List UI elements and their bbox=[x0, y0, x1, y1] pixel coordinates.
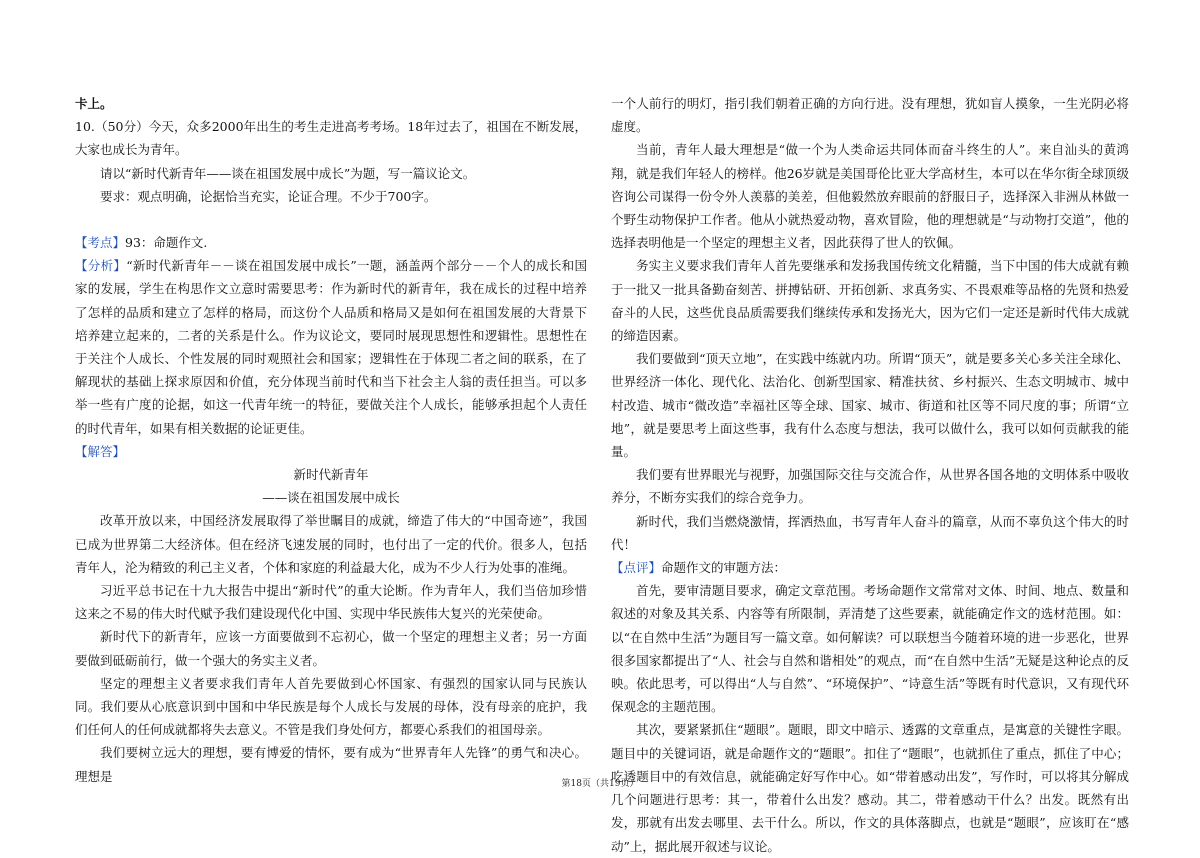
spacer bbox=[75, 208, 587, 231]
right-column bbox=[611, 92, 1129, 858]
essay-paragraph: 我们要有世界眼光与视野，加强国际交往与交流合作，从世界各国各地的文明体系中吸收养分，不断夯实我们的综合竞争力。 bbox=[611, 467, 1129, 506]
kaodian-text: 93：命题作文. bbox=[125, 235, 208, 251]
fenxi-section bbox=[75, 254, 587, 440]
fenxi-text: “新时代新青年－－谈在祖国发展中成长”一题，涵盖两个部分－－个人的成长和国家的发展，学生在构思作文立意时需要思考：作为新时代的新青年，我在成长的过程中培养了怎样的品质和建立了怎样的格局，而这份个人品质和格局又是如何在祖国发展的大背景下培养建立起来的，二者的关系是什么。作为议论文，要同时展现思想性和逻辑性。思想性在于关注个人成长、个性发展的同时观照社会和国家；逻辑性在于体现二者之间的联系，在了解现状的基础上探求原因和价值，充分体现当前时代和当下社会主人翁的责任担当。可以多举一些有广度的论据，如这一代青年统一的特征，要做关注个人成长，能够承担起个人责任的时代青年，如果有相关数据的论证更佳。 bbox=[75, 258, 587, 436]
comment-paragraph: 首先，要审清题目要求，确定文章范围。考场命题作文常常对文体、时间、地点、数量和叙述的对象及其关系、内容等有所限制，弄清楚了这些要素，就能确定作文的选材范围。如：以“在自然中生活”为题目写一篇文章。如何解读？可以联想当今随着环境的进一步恶化，世界很多国家都提出了“人、社会与自然和谐相处”的观点，而“在自然中生活”无疑是这种论点的反映。依此思考，可以得出“人与自然”、“环境保护”、“诗意生活”等既有时代意识，又有现代环保观念的主题范围。 bbox=[611, 583, 1129, 715]
dianping-text: 命题作文的审题方法： bbox=[661, 560, 787, 576]
essay-title: 新时代新青年 bbox=[293, 467, 369, 483]
essay-paragraph: 我们要做到“顶天立地”，在实践中练就内功。所谓“顶天”，就是要多关心多关注全球化、世界经济一体化、现代化、法治化、创新型国家、精准扶贫、乡村振兴、生态文明城市、城中村改造、城市“微改造”幸福社区等全球、国家、城市、街道和社区等不同尺度的事；所谓“立地”，就是要思考上面这些事，我有什么态度与想法，我可以做什么，我可以如何贡献我的能量。 bbox=[611, 351, 1129, 460]
page-number: 第18页（共19页） bbox=[561, 779, 639, 789]
kaodian-tag: 【考点】 bbox=[75, 235, 126, 251]
continued-text: 卡上。 bbox=[75, 96, 113, 111]
left-column bbox=[75, 92, 587, 788]
dianping-tag: 【点评】 bbox=[611, 560, 662, 576]
question-prompt: 请以“新时代新青年——谈在祖国发展中成长”为题，写一篇议论文。 bbox=[100, 165, 476, 181]
essay-paragraph: 改革开放以来，中国经济发展取得了举世瞩目的成就，缔造了伟大的“中国奇迹”，我国已成为世界第二大经济体。但在经济飞速发展的同时，也付出了一定的代价。很多人，包括青年人，沦为精致的利己主义者，个体和家庭的利益最大化，成为不少人行为处事的准绳。 bbox=[75, 513, 587, 575]
comment-paragraph: 其次，要紧紧抓住“题眼”。题眼，即文中暗示、透露的文章重点，是寓意的关键性字眼。题目中的关键词语，就是命题作文的“题眼”。扣住了“题眼”，也就抓住了重点，抓住了中心；吃透题目中的有效信息，就能确定好写作中心。如“带着感动出发”，写作时，可以将其分解成几个问题进行思考：其一，带着什么出发？感动。其二，带着感动干什么？出发。既然有出发，那就有出发去哪里、去干什么。所以，作文的具体落脚点，也就是“题眼”，应该盯在“感动”上，据此展开叙述与议论。 bbox=[611, 722, 1129, 854]
kaodian-section bbox=[75, 231, 587, 254]
fenxi-tag: 【分析】 bbox=[75, 258, 127, 274]
essay-paragraph: 新时代，我们当燃烧激情，挥洒热血，书写青年人奋斗的篇章，从而不辜负这个伟大的时代！ bbox=[611, 513, 1129, 552]
essay-subtitle: ——谈在祖国发展中成长 bbox=[262, 490, 400, 506]
essay-paragraph: 新时代下的新青年，应该一方面要做到不忘初心，做一个坚定的理想主义者；另一方面要做到砥砺前行，做一个强大的务实主义者。 bbox=[75, 629, 587, 668]
jieda-section bbox=[75, 440, 587, 463]
dianping-section bbox=[611, 556, 1129, 579]
question-requirements: 要求：观点明确，论据恰当充实，论证合理。不少于700字。 bbox=[100, 188, 437, 204]
essay-paragraph: 习近平总书记在十九大报告中提出“新时代”的重大论断。作为青年人，我们当倍加珍惜这来之不易的伟大时代赋予我们建设现代化中国、实现中华民族伟大复兴的光荣使命。 bbox=[75, 583, 587, 622]
essay-paragraph: 我们要树立远大的理想，要有博爱的情怀，要有成为“世界青年人先锋”的勇气和决心。理想是 bbox=[75, 745, 587, 784]
essay-paragraph: 坚定的理想主义者要求我们青年人首先要做到心怀国家、有强烈的国家认同与民族认同。我们要从心底意识到中国和中华民族是每个人成长与发展的母体，没有母亲的庇护，我们任何人的任何成就都将失去意义。不管是我们身处何方，都要心系我们的祖国母亲。 bbox=[75, 675, 587, 738]
essay-paragraph: 一个人前行的明灯，指引我们朝着正确的方向行进。没有理想，犹如盲人摸象，一生光阴必将虚度。 bbox=[611, 96, 1129, 135]
essay-paragraph: 当前，青年人最大理想是“做一个为人类命运共同体而奋斗终生的人”。来自汕头的黄鸿翔，就是我们年轻人的榜样。他26岁就是美国哥伦比亚大学高材生，本可以在华尔街全球顶级咨询公司谋得一份令外人羡慕的美差，但他毅然放弃眼前的舒服日子，选择深入非洲从林做一个野生动物保护工作者。他从小就热爱动物，喜欢冒险，他的理想就是“与动物打交道”，他的选择表明他是一个坚定的理想主义者，因此获得了世人的钦佩。 bbox=[611, 142, 1129, 251]
jieda-tag: 【解答】 bbox=[75, 443, 126, 459]
question-10: 10.（50分）今天，众多2000年出生的考生走进高考考场。18年过去了，祖国在不断发展，大家也成长为青年。 bbox=[75, 119, 587, 158]
essay-paragraph: 务实主义要求我们青年人首先要继承和发扬我国传统文化精髓，当下中国的伟大成就有赖于一批又一批具备勤奋刻苦、拼搏钻研、开拓创新、求真务实、不畏艰难等品格的先贤和热爱奋斗的人民，这些优良品质需要我们继续传承和发扬光大，因为它们一定还是新时代伟大成就的缔造因素。 bbox=[611, 258, 1129, 344]
